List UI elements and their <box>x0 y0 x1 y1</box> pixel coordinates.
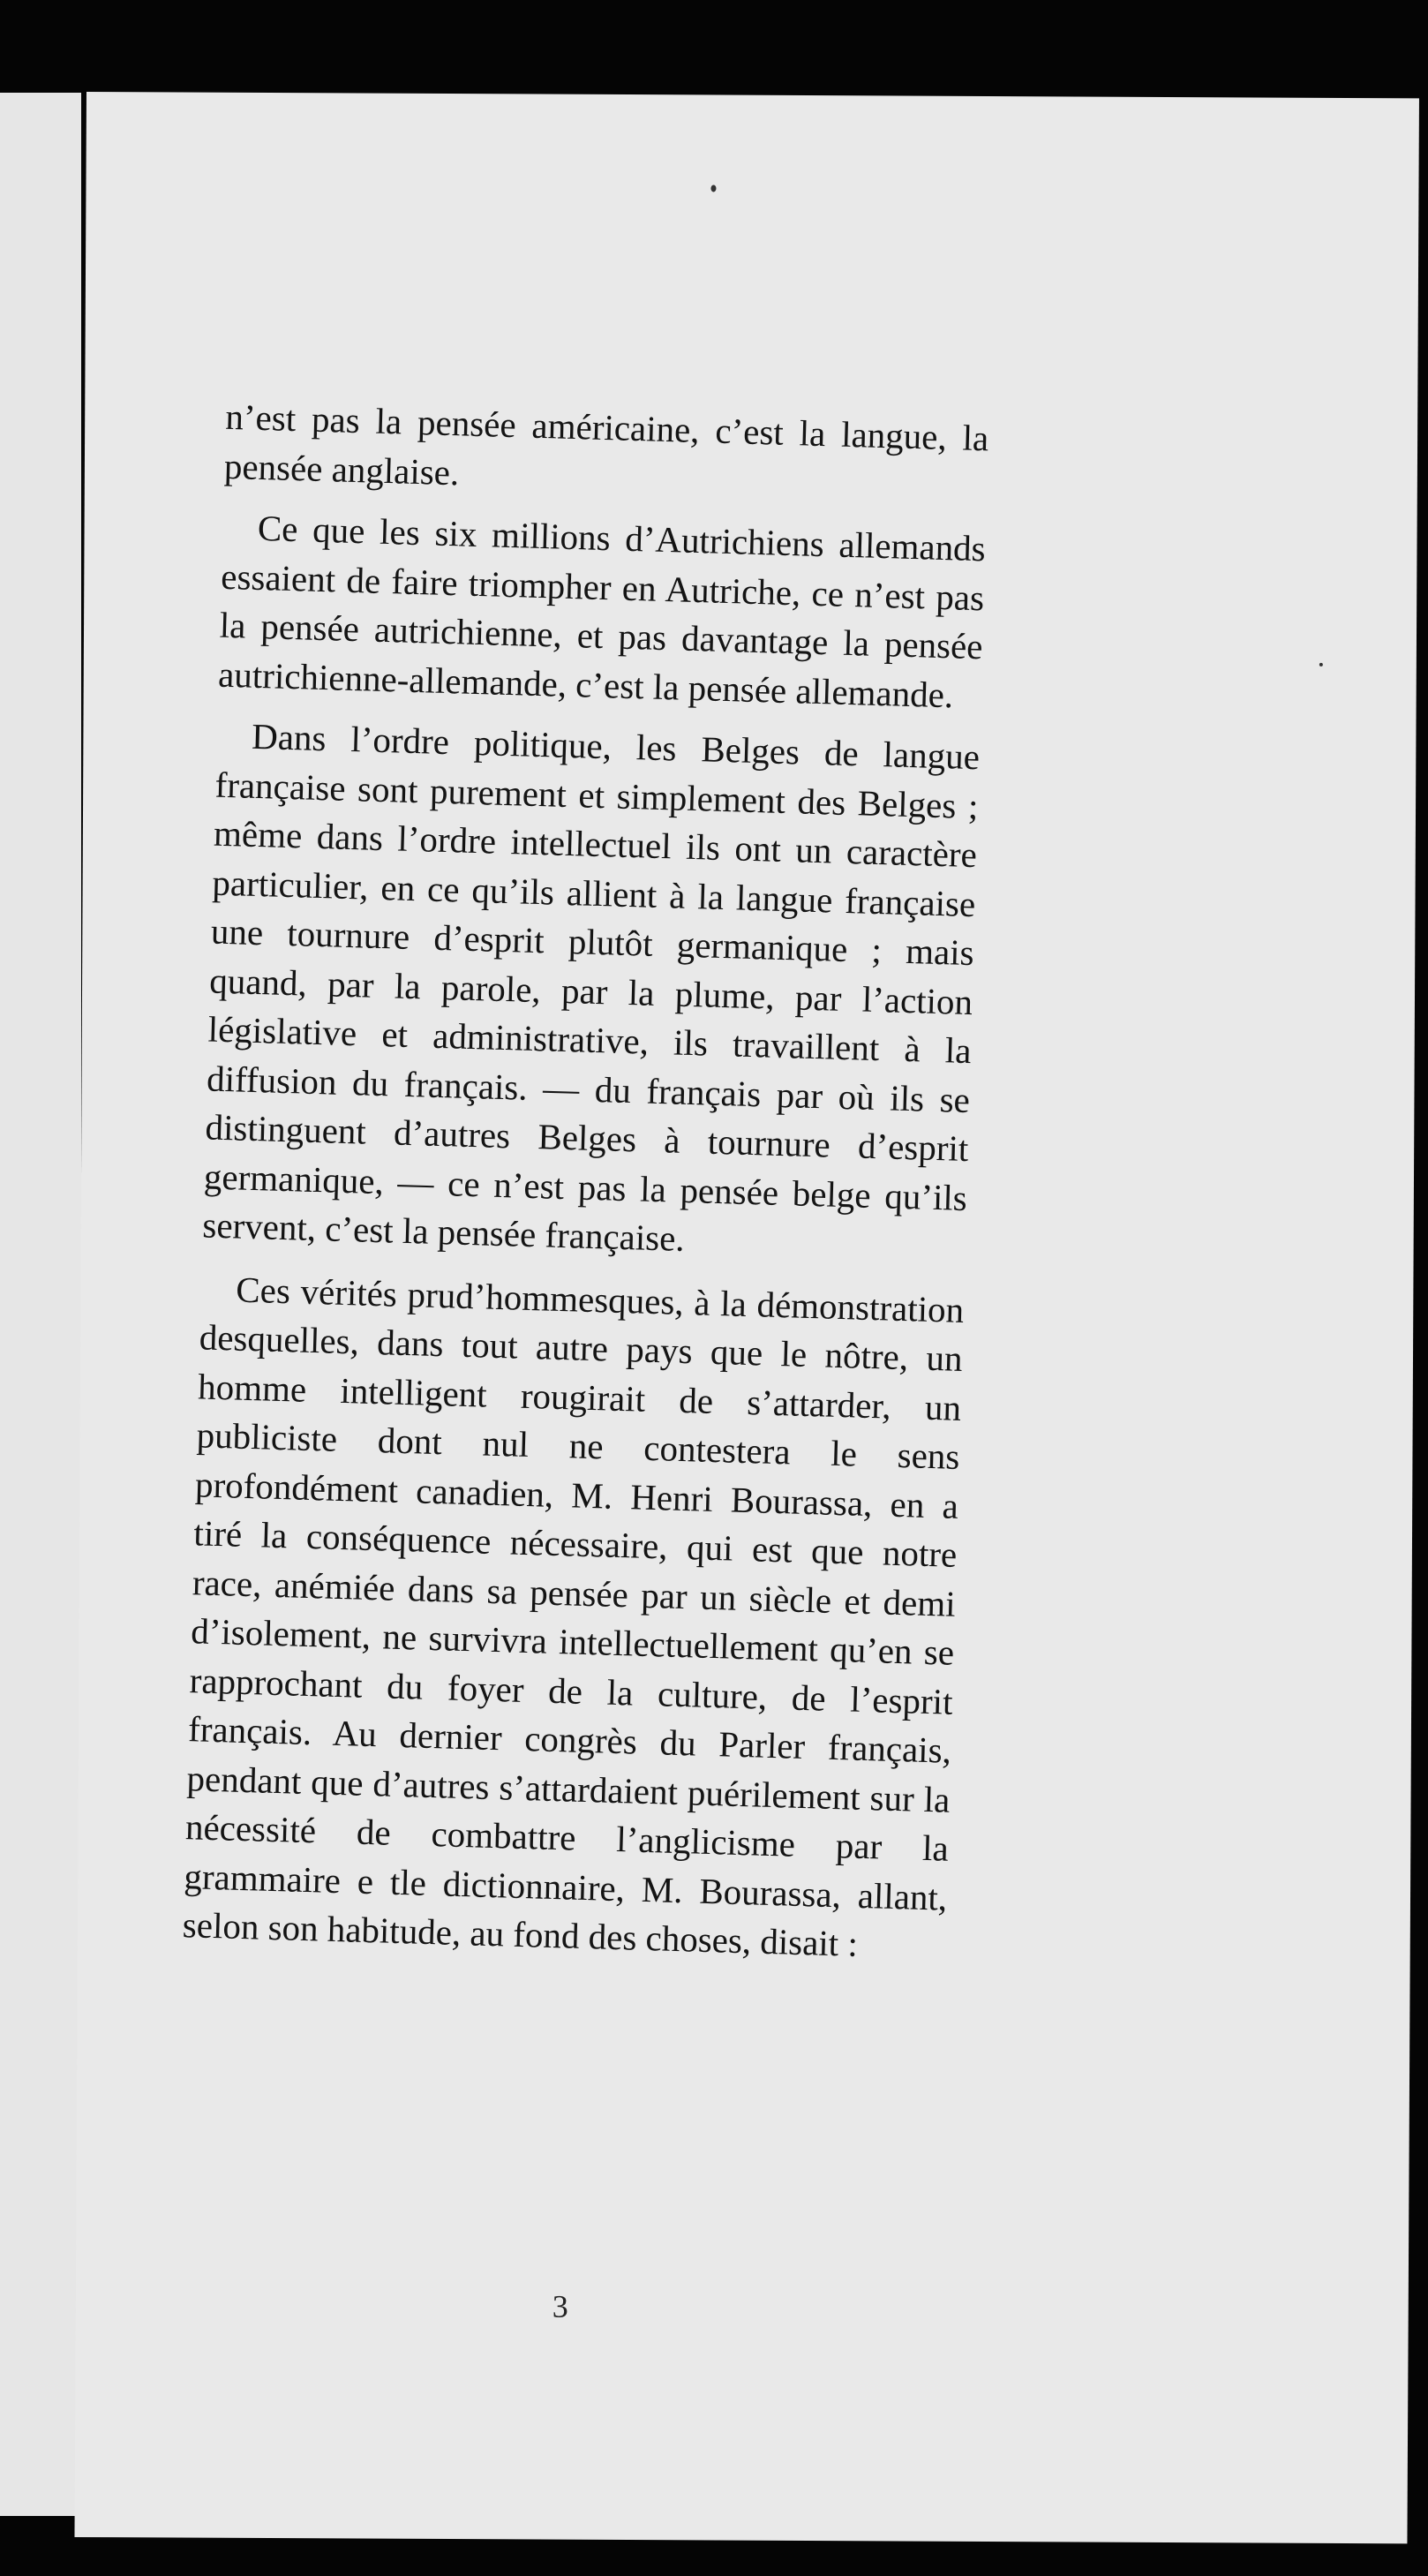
page-number: 3 <box>552 2288 568 2324</box>
body-text <box>182 393 989 1984</box>
paragraph-1: n’est pas la pensée américaine, c’est la langue, la pensée anglaise. <box>223 395 989 493</box>
ink-speck <box>1319 663 1323 667</box>
document-page <box>74 92 1419 2543</box>
adjacent-page-edge <box>0 93 81 2516</box>
ink-speck <box>710 185 716 192</box>
paragraph-4: Ces vérités prud’hommesques, à la démonstration desquelles, dans tout autre pays que le nôtre, un homme intelligent rougirait de s’attarder, un publiciste dont nul ne contestera le sens profondément canadien, M. Henri Bourassa, en a tiré la conséquence nécessaire, qui est que notre race, anémiée dans sa pensée par un siècle et demi d’isolement, ne survivra intellectuellement qu’en se rapprochant du foyer de la culture, de l’esprit français. Au dernier congrès du Parler français, pendant que d’autres s’attardaient puérilement sur la nécessité de combattre l’anglicisme par la grammaire e tle dictionnaire, M. Bourassa, allant, selon son habitude, au fond des choses, disait : <box>182 1269 965 1964</box>
paragraph-3: Dans l’ordre politique, les Belges de langue française sont purement et simplement des Belges ; même dans l’ordre intellectuel ils ont un caractère particulier, en ce qu’ils allient à la langue française une tournure d’esprit plutôt germanique ; mais quand, par la parole, par la plume, par l’action législative et administrative, ils travaillent à la diffusion du français. — du français par où ils se distinguent d’autres Belges à tournure d’esprit germanique, — ce n’est pas la pensée belge qu’ils servent, c’est la pensée française. <box>201 715 981 1259</box>
paragraph-2: Ce que les six millions d’Autrichiens allemands essaient de faire triompher en Autriche, ce n’est pas la pensée autrichienne, et pas davantage la pensée autrichienne-allemande, c’est la pensée allemande. <box>217 507 987 715</box>
